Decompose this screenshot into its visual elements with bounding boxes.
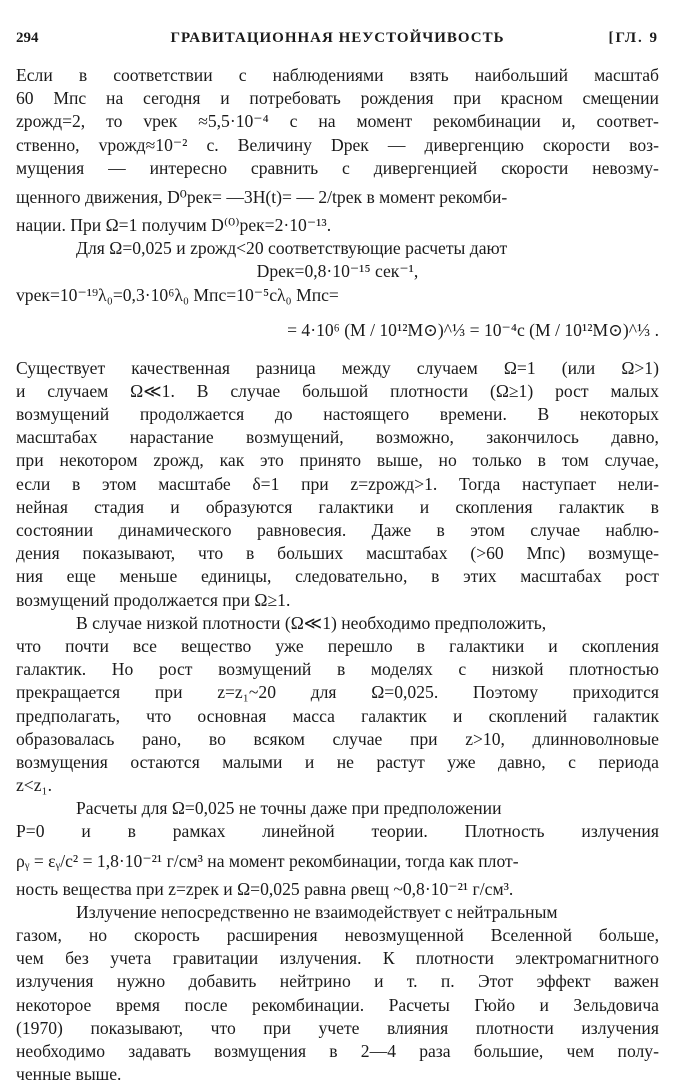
equation-mass-scaling: = 4·10⁶ (M / 10¹²M⊙)^⅓ = 10⁻⁴c (M / 10¹²M⊙)^⅓ . xyxy=(287,319,659,340)
text-line: возмущения остаются малыми и не растут уже давно, с периода xyxy=(16,751,659,772)
text-line: Существует качественная разница между случаем Ω=1 (или Ω>1) xyxy=(16,357,659,378)
text-line: ченные выше. xyxy=(16,1064,122,1085)
paragraph-4 xyxy=(16,612,659,798)
paragraph-6 xyxy=(16,901,659,1086)
text-line: Для Ω=0,025 и zрожд<20 соответствующие расчеты дают xyxy=(76,238,508,259)
text-line: P=0 и в рамках линейной теории. Плотность излучения xyxy=(16,821,659,842)
text-line: ственно, vрожд≈10⁻² c. Величину Dрек — дивергенцию скорости воз- xyxy=(16,134,659,155)
text-line: состоянии динамического равновесия. Даже в этом случае наблю- xyxy=(16,520,659,540)
text-line: масштабах нарастание возмущений, возможно, закончилось давно, xyxy=(16,427,659,448)
equation-d-rec: Dрек=0,8·10⁻¹⁵ сек⁻¹, xyxy=(256,261,419,282)
text-line: возмущений продолжается до настоящего времени. В некоторых xyxy=(16,404,659,425)
equation-v-rec: vрек=10⁻¹⁹λ₀=0,3·10⁶λ₀ Mпс=10⁻⁵cλ₀ Mпс= xyxy=(16,284,339,305)
text-line: некоторое время после рекомбинации. Расчеты Гюйо и Зельдовича xyxy=(16,994,659,1015)
text-line: мущения — интересно сравнить с дивергенцией скорости невозму- xyxy=(16,157,659,178)
text-line: щенного движения, D⁰рек= —3H(t)= — 2/tрек в момент рекомби- xyxy=(16,186,508,207)
text-line: прекращается при z=z₁~20 для Ω=0,025. Поэтому приходится xyxy=(16,682,659,703)
text-line: необходимо задавать возмущения в 2—4 раза большие, чем полу- xyxy=(16,1040,659,1061)
text-line: галактик. Но рост возмущений в моделях с низкой плотностью xyxy=(16,659,659,680)
text-line: нации. При Ω=1 получим D⁽⁰⁾рек=2·10⁻¹³. xyxy=(16,214,332,235)
text-line: z<z₁. xyxy=(16,775,53,796)
text-line: Расчеты для Ω=0,025 не точны даже при предположении xyxy=(76,798,502,819)
text-line: (1970) показывают, что при учете влияния плотности излучения xyxy=(16,1017,659,1038)
text-line: В случае низкой плотности (Ω≪1) необходимо предположить, xyxy=(76,612,547,633)
running-title: ГРАВИТАЦИОННАЯ НЕУСТОЙЧИВОСТЬ xyxy=(170,30,505,46)
text-line: 60 Mпс на сегодня и потребовать рождения при красном смещении xyxy=(16,88,659,109)
paragraph-1 xyxy=(16,64,659,237)
text-line: Излучение непосредственно не взаимодействует с нейтральным xyxy=(76,901,558,922)
body-text xyxy=(16,64,659,1086)
equation-radiation-density: ρᵧ = εᵧ/c² = 1,8·10⁻²¹ г/см³ на момент рекомбинации, тогда как плот- xyxy=(16,850,519,871)
text-line: ния еще меньше единицы, следовательно, в этих масштабах рост xyxy=(16,566,659,587)
text-line: излучения нужно добавить нейтрино и т. п. Этот эффект важен xyxy=(16,971,659,992)
paragraph-2 xyxy=(16,237,659,353)
text-line: чем без учета гравитации излучения. К плотности электромагнитного xyxy=(16,948,659,969)
text-line: дения показывают, что в больших масштабах (>60 Mпс) возмуще- xyxy=(16,543,659,564)
page-number: 294 xyxy=(16,30,39,46)
running-header xyxy=(16,30,659,52)
text-line: ность вещества при z=zрек и Ω=0,025 равна ρвещ ~0,8·10⁻²¹ г/см³. xyxy=(16,878,514,899)
text-line: нейная стадия и образуются галактики и скопления галактик в xyxy=(16,496,659,517)
text-line: газом, но скорость расширения невозмущенной Вселенной больше, xyxy=(16,925,659,945)
paragraph-3 xyxy=(16,357,659,612)
text-line: возмущений продолжается при Ω≥1. xyxy=(16,589,291,610)
text-line: что почти все вещество уже перешло в галактики и скопления xyxy=(16,635,659,656)
text-line: при некотором zрожд, как это принято выше, но только в том случае, xyxy=(16,450,659,471)
text-line: Если в соответствии с наблюдениями взять наибольший масштаб xyxy=(16,65,659,85)
text-line: и случаем Ω≪1. В случае большой плотности (Ω≥1) рост малых xyxy=(16,380,659,401)
text-line: если в этом масштабе δ=1 при z=zрожд>1. Тогда наступает нели- xyxy=(16,473,659,494)
text-line: zрожд=2, то vрек ≈5,5·10⁻⁴ c на момент рекомбинации и, соответ- xyxy=(16,111,659,132)
paragraph-5 xyxy=(16,797,659,901)
text-line: образовалась рано, во всяком случае при z>10, длинноволновые xyxy=(16,728,659,749)
chapter-label: [ГЛ. 9 xyxy=(608,30,659,46)
text-line: предполагать, что основная масса галактик и скоплений галактик xyxy=(16,705,659,726)
